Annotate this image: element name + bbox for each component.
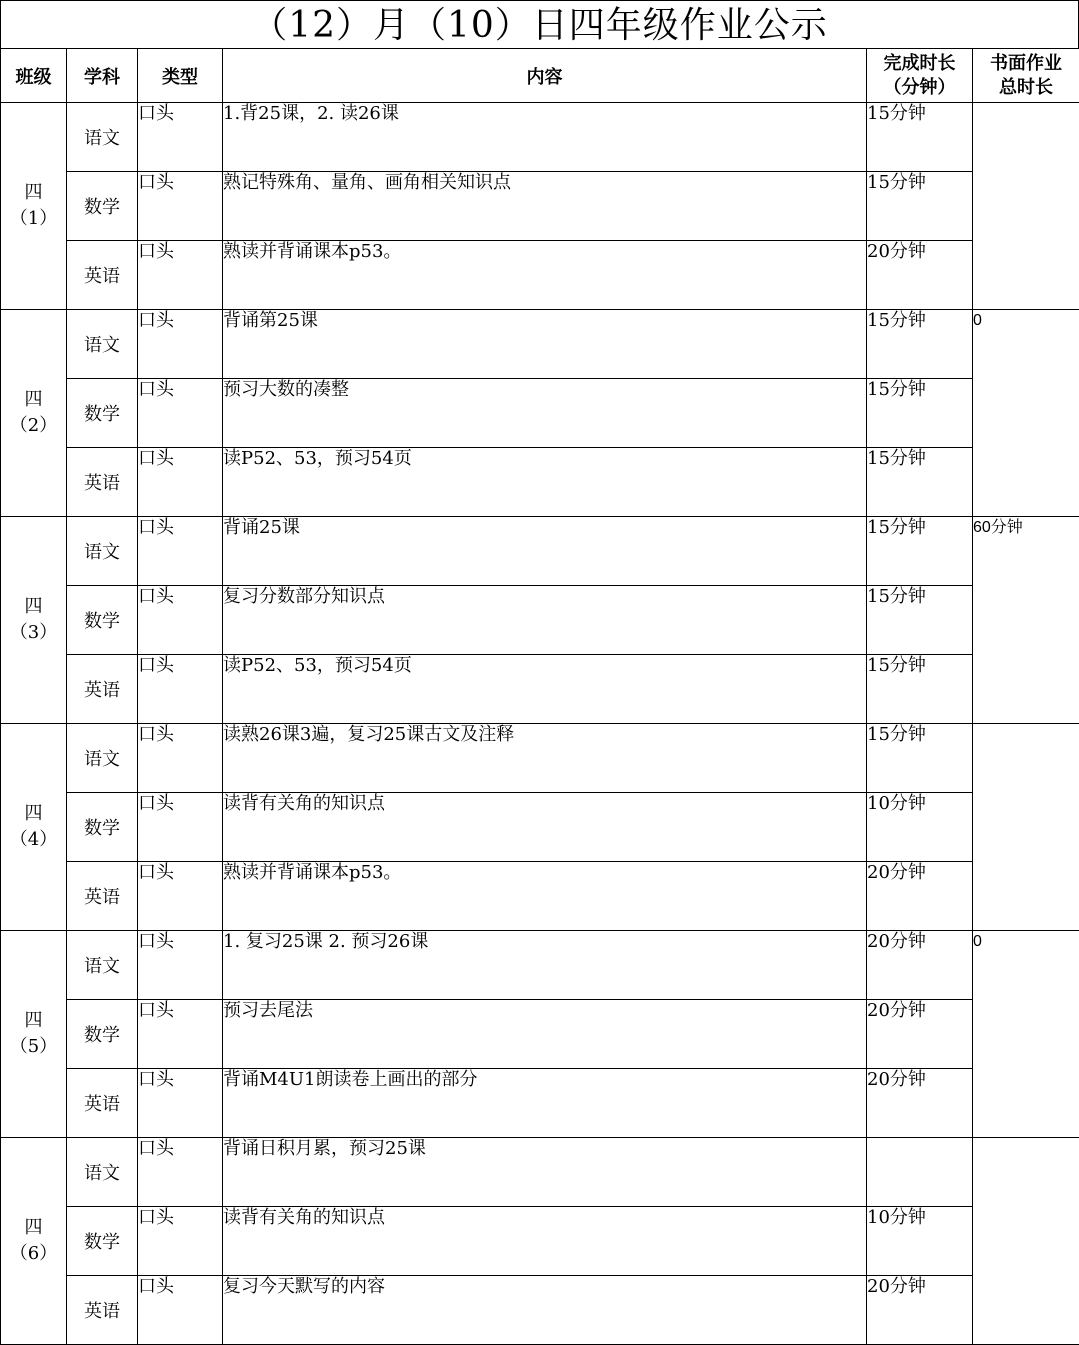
subject-cell: 语文: [67, 103, 138, 172]
header-time: [867, 49, 973, 103]
time-cell: 15分钟: [867, 310, 973, 379]
header-type: 类型: [138, 49, 223, 103]
content-cell: 读熟26课3遍，复习25课古文及注释: [223, 724, 867, 793]
header-time-line2: （分钟）: [883, 76, 956, 98]
subject-cell: 英语: [67, 1069, 138, 1138]
content-cell: 读P52、53，预习54页: [223, 655, 867, 724]
time-cell: [867, 1138, 973, 1207]
class-cell: [1, 517, 67, 724]
subject-cell: 数学: [67, 172, 138, 241]
content-cell: 熟读并背诵课本p53。: [223, 241, 867, 310]
table-row: [1, 1138, 1079, 1207]
content-cell: 熟读并背诵课本p53。: [223, 862, 867, 931]
content-cell: 读P52、53，预习54页: [223, 448, 867, 517]
time-cell: 20分钟: [867, 1276, 973, 1345]
class-grade: 四: [24, 1217, 43, 1238]
class-grade: 四: [24, 803, 43, 824]
total-cell: 0: [973, 310, 1079, 517]
time-cell: 15分钟: [867, 103, 973, 172]
table-row: [1, 724, 1079, 793]
subject-cell: 英语: [67, 862, 138, 931]
type-cell: 口头: [138, 793, 223, 862]
content-cell: 读背有关角的知识点: [223, 793, 867, 862]
type-cell: 口头: [138, 310, 223, 379]
class-cell: [1, 931, 67, 1138]
type-cell: 口头: [138, 1000, 223, 1069]
type-cell: 口头: [138, 586, 223, 655]
type-cell: 口头: [138, 1276, 223, 1345]
header-total: [973, 49, 1079, 103]
type-cell: 口头: [138, 1138, 223, 1207]
table-row: [1, 586, 1079, 655]
table-row: [1, 1000, 1079, 1069]
content-cell: 背诵25课: [223, 517, 867, 586]
content-cell: 1.背25课，2. 读26课: [223, 103, 867, 172]
subject-cell: 数学: [67, 586, 138, 655]
class-section: （5）: [9, 1036, 58, 1057]
table-row: [1, 1207, 1079, 1276]
time-cell: 15分钟: [867, 724, 973, 793]
total-cell: [973, 103, 1079, 310]
class-grade: 四: [24, 596, 43, 617]
content-cell: 复习今天默写的内容: [223, 1276, 867, 1345]
class-cell: [1, 310, 67, 517]
table-row: [1, 793, 1079, 862]
time-cell: 10分钟: [867, 793, 973, 862]
table-row: [1, 931, 1079, 1000]
time-cell: 15分钟: [867, 517, 973, 586]
time-cell: 20分钟: [867, 931, 973, 1000]
content-cell: 背诵第25课: [223, 310, 867, 379]
header-content: 内容: [223, 49, 867, 103]
header-time-line1: 完成时长: [883, 52, 956, 74]
table-row: [1, 172, 1079, 241]
table-row: [1, 103, 1079, 172]
content-cell: 预习大数的凑整: [223, 379, 867, 448]
content-cell: 背诵日积月累，预习25课: [223, 1138, 867, 1207]
class-grade: 四: [24, 389, 43, 410]
type-cell: 口头: [138, 448, 223, 517]
time-cell: 10分钟: [867, 1207, 973, 1276]
class-grade: 四: [24, 182, 43, 203]
table-row: [1, 1069, 1079, 1138]
header-class: 班级: [1, 49, 67, 103]
type-cell: 口头: [138, 862, 223, 931]
table-row: [1, 448, 1079, 517]
table-row: [1, 379, 1079, 448]
type-cell: 口头: [138, 655, 223, 724]
class-grade: 四: [24, 1010, 43, 1031]
type-cell: 口头: [138, 1207, 223, 1276]
table-row: [1, 655, 1079, 724]
subject-cell: 英语: [67, 1276, 138, 1345]
table-row: [1, 241, 1079, 310]
type-cell: 口头: [138, 103, 223, 172]
time-cell: 15分钟: [867, 448, 973, 517]
type-cell: 口头: [138, 241, 223, 310]
table-row: [1, 517, 1079, 586]
class-cell: [1, 1138, 67, 1345]
content-cell: 读背有关角的知识点: [223, 1207, 867, 1276]
time-cell: 20分钟: [867, 1000, 973, 1069]
subject-cell: 语文: [67, 517, 138, 586]
content-cell: 1. 复习25课 2. 预习26课: [223, 931, 867, 1000]
subject-cell: 数学: [67, 1000, 138, 1069]
time-cell: 15分钟: [867, 655, 973, 724]
homework-table: [0, 48, 1079, 1345]
time-cell: 15分钟: [867, 586, 973, 655]
page-title: （12）月（10）日四年级作业公示: [0, 0, 1079, 48]
subject-cell: 语文: [67, 724, 138, 793]
table-row: [1, 862, 1079, 931]
total-cell: 60分钟: [973, 517, 1079, 724]
class-section: （4）: [9, 829, 58, 850]
subject-cell: 英语: [67, 448, 138, 517]
class-section: （3）: [9, 622, 58, 643]
type-cell: 口头: [138, 931, 223, 1000]
type-cell: 口头: [138, 379, 223, 448]
table-row: [1, 1276, 1079, 1345]
type-cell: 口头: [138, 172, 223, 241]
class-cell: [1, 103, 67, 310]
header-total-line2: 总时长: [999, 76, 1053, 98]
class-section: （1）: [9, 208, 58, 229]
header-row: [1, 49, 1079, 103]
content-cell: 复习分数部分知识点: [223, 586, 867, 655]
type-cell: 口头: [138, 517, 223, 586]
class-section: （6）: [9, 1243, 58, 1264]
content-cell: 背诵M4U1朗读卷上画出的部分: [223, 1069, 867, 1138]
table-body: [1, 103, 1079, 1345]
type-cell: 口头: [138, 724, 223, 793]
total-cell: [973, 1138, 1079, 1345]
subject-cell: 数学: [67, 379, 138, 448]
time-cell: 20分钟: [867, 241, 973, 310]
total-cell: 0: [973, 931, 1079, 1138]
subject-cell: 英语: [67, 241, 138, 310]
header-subject: 学科: [67, 49, 138, 103]
subject-cell: 数学: [67, 793, 138, 862]
class-cell: [1, 724, 67, 931]
table-row: [1, 310, 1079, 379]
subject-cell: 语文: [67, 310, 138, 379]
subject-cell: 语文: [67, 931, 138, 1000]
total-cell: [973, 724, 1079, 931]
time-cell: 20分钟: [867, 1069, 973, 1138]
type-cell: 口头: [138, 1069, 223, 1138]
header-total-line1: 书面作业: [990, 52, 1062, 74]
subject-cell: 语文: [67, 1138, 138, 1207]
content-cell: 熟记特殊角、量角、画角相关知识点: [223, 172, 867, 241]
class-section: （2）: [9, 415, 58, 436]
subject-cell: 数学: [67, 1207, 138, 1276]
time-cell: 20分钟: [867, 862, 973, 931]
time-cell: 15分钟: [867, 172, 973, 241]
subject-cell: 英语: [67, 655, 138, 724]
time-cell: 15分钟: [867, 379, 973, 448]
content-cell: 预习去尾法: [223, 1000, 867, 1069]
